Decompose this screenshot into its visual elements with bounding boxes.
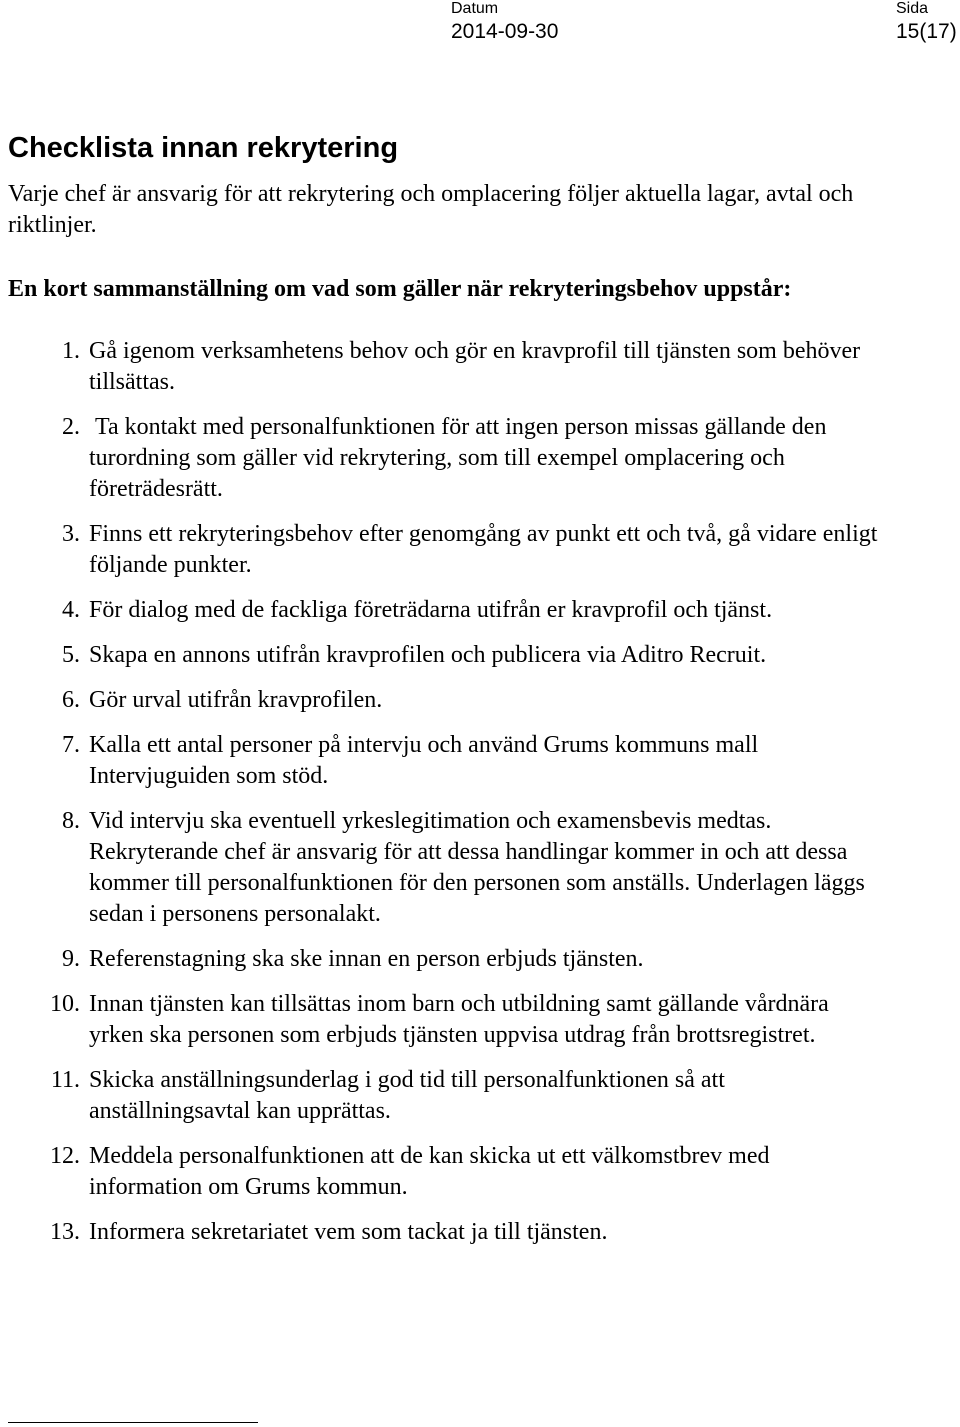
list-item-text: Skicka anställningsunderlag i god tid till personalfunktionen så att anställningsavtal kan upprättas. bbox=[89, 1067, 725, 1124]
list-item-text: Informera sekretariatet vem som tackat ja till tjänsten. bbox=[89, 1219, 608, 1245]
list-item bbox=[0, 1217, 880, 1248]
list-item-number: 8. bbox=[62, 808, 80, 834]
list-item-number: 12. bbox=[50, 1143, 80, 1169]
list-item-number: 10. bbox=[50, 991, 80, 1017]
list-item-text: För dialog med de fackliga företrädarna utifrån er kravprofil och tjänst. bbox=[89, 597, 773, 623]
list-item-number: 5. bbox=[62, 642, 80, 668]
checklist bbox=[0, 336, 880, 1262]
list-item bbox=[0, 1065, 880, 1127]
page-number: 15(17) bbox=[896, 20, 957, 43]
list-item bbox=[0, 730, 880, 792]
list-item-text: Finns ett rekryteringsbehov efter genomgång av punkt ett och två, gå vidare enligt följande punkter. bbox=[89, 521, 878, 578]
list-item-number: 6. bbox=[62, 687, 80, 713]
list-item-text: Innan tjänsten kan tillsättas inom barn och utbildning samt gällande vårdnära yrken ska personen som erbjuds tjänsten uppvisa utdrag från brottsregistret. bbox=[89, 991, 829, 1048]
list-item-number: 13. bbox=[50, 1219, 80, 1245]
footer-divider bbox=[8, 1422, 258, 1423]
date-value: 2014-09-30 bbox=[451, 20, 559, 43]
page-title: Checklista innan rekrytering bbox=[8, 132, 399, 164]
list-item bbox=[0, 640, 880, 671]
list-item-number: 9. bbox=[62, 946, 80, 972]
list-item-number: 2. bbox=[62, 414, 80, 440]
list-item-number: 7. bbox=[62, 732, 80, 758]
section-subheading: En kort sammanställning om vad som gäller när rekryteringsbehov uppstår: bbox=[8, 276, 792, 302]
list-item bbox=[0, 412, 880, 505]
list-item bbox=[0, 519, 880, 581]
list-item bbox=[0, 336, 880, 398]
list-item-text: Kalla ett antal personer på intervju och använd Grums kommuns mall Intervjuguiden som stöd. bbox=[89, 732, 759, 789]
list-item-number: 1. bbox=[62, 338, 80, 364]
list-item-number: 4. bbox=[62, 597, 80, 623]
list-item-text: Ta kontakt med personalfunktionen för att ingen person missas gällande den turordning som gäller vid rekrytering, som till exempel omplacering och företrädesrätt. bbox=[89, 414, 833, 502]
list-item bbox=[0, 944, 880, 975]
list-item-text: Referenstagning ska ske innan en person erbjuds tjänsten. bbox=[89, 946, 644, 972]
list-item bbox=[0, 595, 880, 626]
list-item-number: 3. bbox=[62, 521, 80, 547]
list-item-text: Skapa en annons utifrån kravprofilen och publicera via Aditro Recruit. bbox=[89, 642, 767, 668]
date-label: Datum bbox=[451, 0, 499, 17]
list-item-number: 11. bbox=[50, 1067, 80, 1093]
list-item-text: Meddela personalfunktionen att de kan skicka ut ett välkomstbrev med information om Grums kommun. bbox=[89, 1143, 770, 1200]
intro-paragraph: Varje chef är ansvarig för att rekrytering och omplacering följer aktuella lagar, avtal och riktlinjer. bbox=[8, 181, 854, 238]
list-item-text: Gör urval utifrån kravprofilen. bbox=[89, 687, 383, 713]
list-item bbox=[0, 806, 880, 930]
page-label: Sida bbox=[896, 0, 929, 17]
list-item bbox=[0, 1141, 880, 1203]
list-item bbox=[0, 989, 880, 1051]
list-item bbox=[0, 685, 880, 716]
list-item-text: Vid intervju ska eventuell yrkeslegitimation och examensbevis medtas. Rekryterande chef är ansvarig för att dessa handlingar kommer in och att dessa kommer till personalfunktionen för den personen som anställs. Underlagen läggs sedan i personens personalakt. bbox=[89, 808, 865, 927]
list-item-text: Gå igenom verksamhetens behov och gör en kravprofil till tjänsten som behöver tillsättas. bbox=[89, 338, 861, 395]
